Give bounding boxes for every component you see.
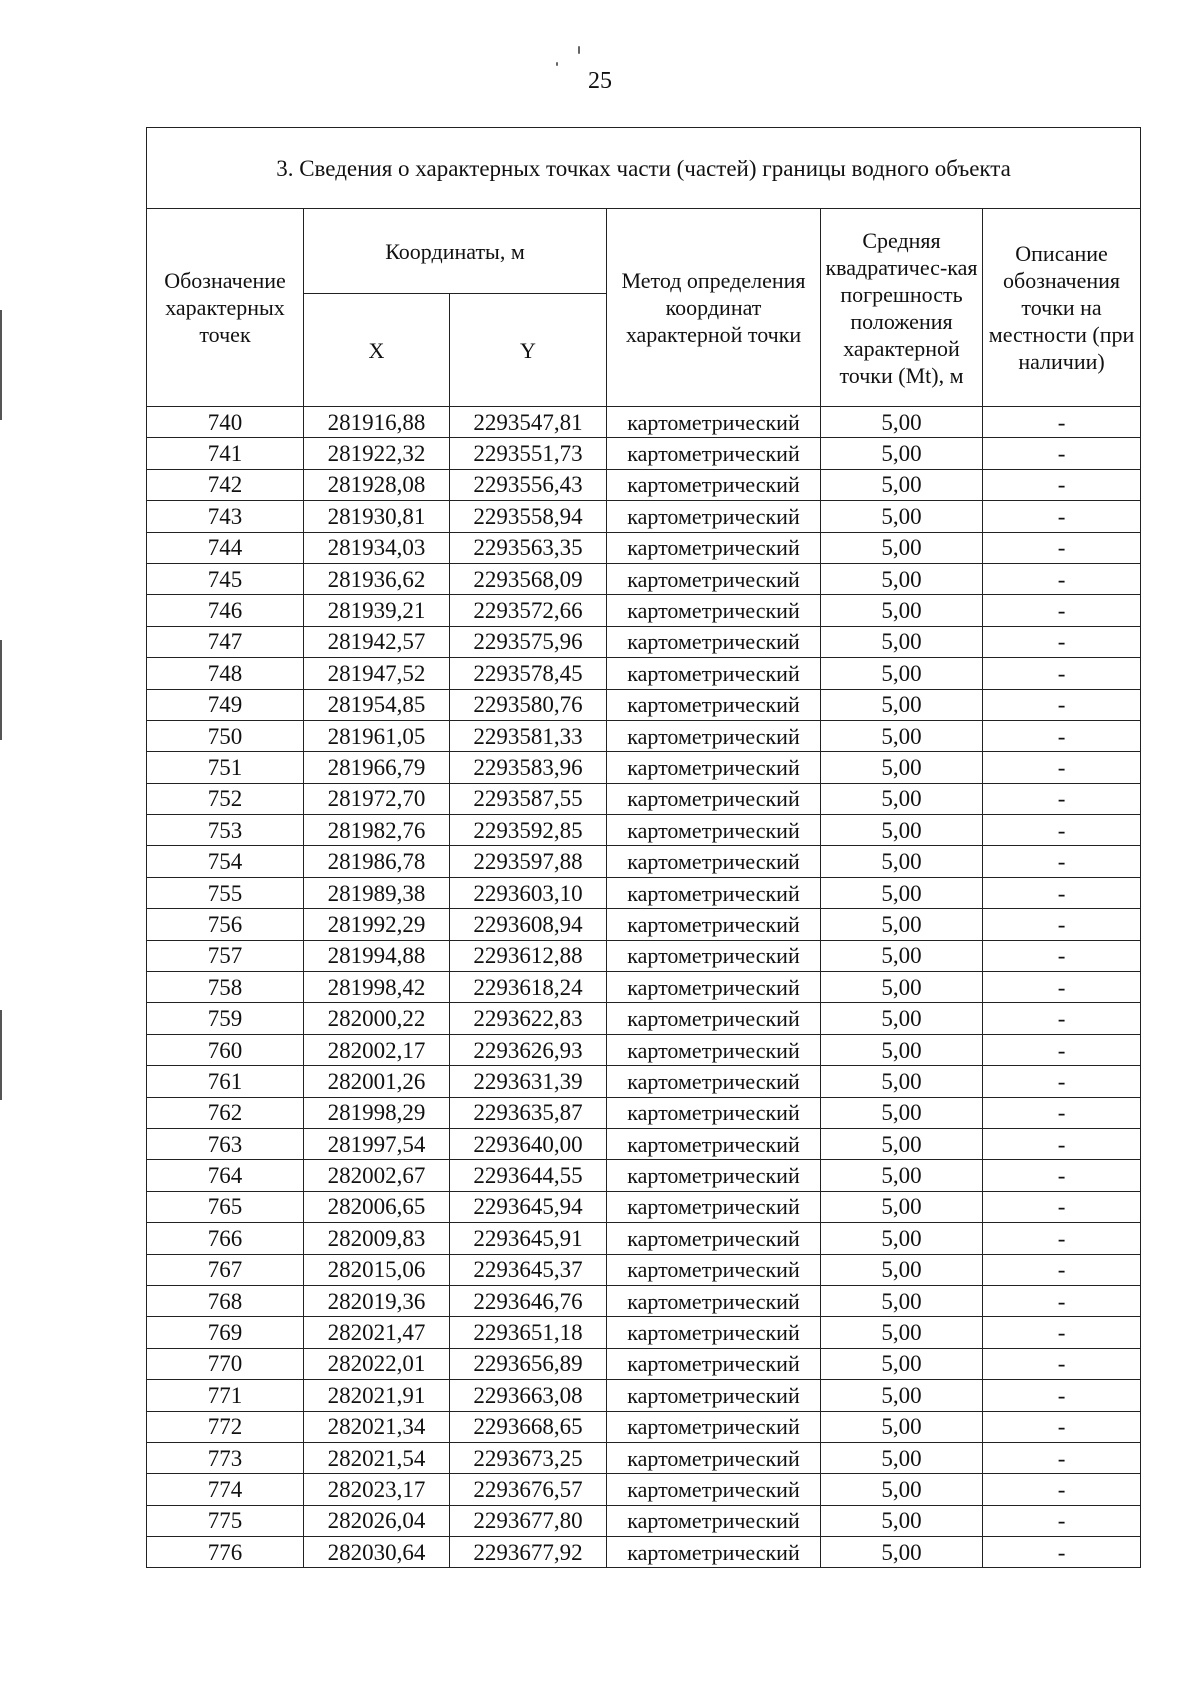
description-cell: - bbox=[983, 469, 1141, 500]
y-coordinate-cell: 2293556,43 bbox=[450, 469, 607, 500]
y-coordinate-cell: 2293608,94 bbox=[450, 909, 607, 940]
y-coordinate-cell: 2293578,45 bbox=[450, 658, 607, 689]
table-row bbox=[147, 1317, 1141, 1348]
y-coordinate-cell: 2293631,39 bbox=[450, 1066, 607, 1097]
point-id-cell: 772 bbox=[147, 1411, 304, 1442]
error-cell: 5,00 bbox=[821, 689, 983, 720]
point-id-cell: 747 bbox=[147, 626, 304, 657]
error-cell: 5,00 bbox=[821, 1537, 983, 1568]
table-row bbox=[147, 815, 1141, 846]
description-cell: - bbox=[983, 1537, 1141, 1568]
error-cell: 5,00 bbox=[821, 1223, 983, 1254]
description-cell: - bbox=[983, 909, 1141, 940]
error-cell: 5,00 bbox=[821, 909, 983, 940]
table-row bbox=[147, 658, 1141, 689]
x-coordinate-cell: 281942,57 bbox=[304, 626, 450, 657]
x-coordinate-cell: 281961,05 bbox=[304, 720, 450, 751]
table-row bbox=[147, 1003, 1141, 1034]
error-cell: 5,00 bbox=[821, 1191, 983, 1222]
y-coordinate-cell: 2293677,92 bbox=[450, 1537, 607, 1568]
method-cell: картометрический bbox=[607, 407, 821, 438]
x-coordinate-cell: 282002,17 bbox=[304, 1034, 450, 1065]
point-id-cell: 775 bbox=[147, 1505, 304, 1536]
method-cell: картометрический bbox=[607, 752, 821, 783]
y-coordinate-cell: 2293645,94 bbox=[450, 1191, 607, 1222]
x-coordinate-cell: 281966,79 bbox=[304, 752, 450, 783]
table-row bbox=[147, 752, 1141, 783]
coordinates-table bbox=[146, 127, 1141, 1568]
header-description: Описание обозначения точки на местности (при наличии) bbox=[983, 209, 1141, 407]
description-cell: - bbox=[983, 877, 1141, 908]
point-id-cell: 764 bbox=[147, 1160, 304, 1191]
y-coordinate-cell: 2293645,37 bbox=[450, 1254, 607, 1285]
point-id-cell: 766 bbox=[147, 1223, 304, 1254]
y-coordinate-cell: 2293581,33 bbox=[450, 720, 607, 751]
description-cell: - bbox=[983, 1348, 1141, 1379]
description-cell: - bbox=[983, 1097, 1141, 1128]
description-cell: - bbox=[983, 1285, 1141, 1316]
x-coordinate-cell: 281997,54 bbox=[304, 1128, 450, 1159]
y-coordinate-cell: 2293618,24 bbox=[450, 972, 607, 1003]
table-row bbox=[147, 563, 1141, 594]
error-cell: 5,00 bbox=[821, 1003, 983, 1034]
description-cell: - bbox=[983, 1003, 1141, 1034]
description-cell: - bbox=[983, 1411, 1141, 1442]
x-coordinate-cell: 281986,78 bbox=[304, 846, 450, 877]
method-cell: картометрический bbox=[607, 720, 821, 751]
y-coordinate-cell: 2293676,57 bbox=[450, 1474, 607, 1505]
description-cell: - bbox=[983, 563, 1141, 594]
y-coordinate-cell: 2293644,55 bbox=[450, 1160, 607, 1191]
y-coordinate-cell: 2293612,88 bbox=[450, 940, 607, 971]
error-cell: 5,00 bbox=[821, 1285, 983, 1316]
x-coordinate-cell: 282021,47 bbox=[304, 1317, 450, 1348]
method-cell: картометрический bbox=[607, 1003, 821, 1034]
x-coordinate-cell: 282001,26 bbox=[304, 1066, 450, 1097]
point-id-cell: 746 bbox=[147, 595, 304, 626]
error-cell: 5,00 bbox=[821, 752, 983, 783]
error-cell: 5,00 bbox=[821, 563, 983, 594]
description-cell: - bbox=[983, 1066, 1141, 1097]
table-row bbox=[147, 1223, 1141, 1254]
y-coordinate-cell: 2293597,88 bbox=[450, 846, 607, 877]
method-cell: картометрический bbox=[607, 1442, 821, 1473]
x-coordinate-cell: 281930,81 bbox=[304, 501, 450, 532]
description-cell: - bbox=[983, 1380, 1141, 1411]
table-row bbox=[147, 595, 1141, 626]
y-coordinate-cell: 2293558,94 bbox=[450, 501, 607, 532]
method-cell: картометрический bbox=[607, 563, 821, 594]
x-coordinate-cell: 281916,88 bbox=[304, 407, 450, 438]
point-id-cell: 770 bbox=[147, 1348, 304, 1379]
table-row bbox=[147, 1537, 1141, 1568]
y-coordinate-cell: 2293580,76 bbox=[450, 689, 607, 720]
table-row bbox=[147, 626, 1141, 657]
table-row bbox=[147, 1348, 1141, 1379]
table-row bbox=[147, 846, 1141, 877]
table-row bbox=[147, 1505, 1141, 1536]
scan-speck bbox=[578, 46, 580, 54]
description-cell: - bbox=[983, 752, 1141, 783]
y-coordinate-cell: 2293592,85 bbox=[450, 815, 607, 846]
y-coordinate-cell: 2293651,18 bbox=[450, 1317, 607, 1348]
y-coordinate-cell: 2293575,96 bbox=[450, 626, 607, 657]
method-cell: картометрический bbox=[607, 1160, 821, 1191]
method-cell: картометрический bbox=[607, 1254, 821, 1285]
table-row bbox=[147, 1411, 1141, 1442]
x-coordinate-cell: 282026,04 bbox=[304, 1505, 450, 1536]
table-row bbox=[147, 1442, 1141, 1473]
table-body bbox=[147, 407, 1141, 1568]
description-cell: - bbox=[983, 532, 1141, 563]
table-row bbox=[147, 689, 1141, 720]
method-cell: картометрический bbox=[607, 1097, 821, 1128]
method-cell: картометрический bbox=[607, 1411, 821, 1442]
point-id-cell: 748 bbox=[147, 658, 304, 689]
point-id-cell: 760 bbox=[147, 1034, 304, 1065]
error-cell: 5,00 bbox=[821, 1442, 983, 1473]
y-coordinate-cell: 2293668,65 bbox=[450, 1411, 607, 1442]
description-cell: - bbox=[983, 407, 1141, 438]
description-cell: - bbox=[983, 438, 1141, 469]
point-id-cell: 753 bbox=[147, 815, 304, 846]
error-cell: 5,00 bbox=[821, 501, 983, 532]
table-row bbox=[147, 940, 1141, 971]
table-row bbox=[147, 1034, 1141, 1065]
point-id-cell: 755 bbox=[147, 877, 304, 908]
error-cell: 5,00 bbox=[821, 532, 983, 563]
method-cell: картометрический bbox=[607, 1474, 821, 1505]
y-coordinate-cell: 2293640,00 bbox=[450, 1128, 607, 1159]
point-id-cell: 743 bbox=[147, 501, 304, 532]
error-cell: 5,00 bbox=[821, 1505, 983, 1536]
description-cell: - bbox=[983, 1254, 1141, 1285]
description-cell: - bbox=[983, 1034, 1141, 1065]
page-number: 25 bbox=[588, 68, 612, 94]
x-coordinate-cell: 281982,76 bbox=[304, 815, 450, 846]
method-cell: картометрический bbox=[607, 846, 821, 877]
table-row bbox=[147, 438, 1141, 469]
error-cell: 5,00 bbox=[821, 1411, 983, 1442]
x-coordinate-cell: 282021,54 bbox=[304, 1442, 450, 1473]
x-coordinate-cell: 281928,08 bbox=[304, 469, 450, 500]
x-coordinate-cell: 281998,29 bbox=[304, 1097, 450, 1128]
table-row bbox=[147, 469, 1141, 500]
point-id-cell: 763 bbox=[147, 1128, 304, 1159]
x-coordinate-cell: 281972,70 bbox=[304, 783, 450, 814]
error-cell: 5,00 bbox=[821, 1160, 983, 1191]
error-cell: 5,00 bbox=[821, 972, 983, 1003]
error-cell: 5,00 bbox=[821, 1348, 983, 1379]
description-cell: - bbox=[983, 1442, 1141, 1473]
point-id-cell: 762 bbox=[147, 1097, 304, 1128]
method-cell: картометрический bbox=[607, 532, 821, 563]
x-coordinate-cell: 282000,22 bbox=[304, 1003, 450, 1034]
method-cell: картометрический bbox=[607, 626, 821, 657]
y-coordinate-cell: 2293635,87 bbox=[450, 1097, 607, 1128]
scan-edge-mark bbox=[0, 1010, 2, 1100]
description-cell: - bbox=[983, 783, 1141, 814]
method-cell: картометрический bbox=[607, 940, 821, 971]
error-cell: 5,00 bbox=[821, 877, 983, 908]
method-cell: картометрический bbox=[607, 438, 821, 469]
method-cell: картометрический bbox=[607, 595, 821, 626]
point-id-cell: 750 bbox=[147, 720, 304, 751]
table-row bbox=[147, 1380, 1141, 1411]
method-cell: картометрический bbox=[607, 909, 821, 940]
table-row bbox=[147, 407, 1141, 438]
description-cell: - bbox=[983, 595, 1141, 626]
point-id-cell: 761 bbox=[147, 1066, 304, 1097]
point-id-cell: 754 bbox=[147, 846, 304, 877]
point-id-cell: 759 bbox=[147, 1003, 304, 1034]
error-cell: 5,00 bbox=[821, 1317, 983, 1348]
error-cell: 5,00 bbox=[821, 783, 983, 814]
description-cell: - bbox=[983, 1474, 1141, 1505]
description-cell: - bbox=[983, 1128, 1141, 1159]
point-id-cell: 776 bbox=[147, 1537, 304, 1568]
table-row bbox=[147, 532, 1141, 563]
x-coordinate-cell: 282002,67 bbox=[304, 1160, 450, 1191]
method-cell: картометрический bbox=[607, 1223, 821, 1254]
method-cell: картометрический bbox=[607, 658, 821, 689]
error-cell: 5,00 bbox=[821, 720, 983, 751]
header-y: Y bbox=[450, 294, 607, 407]
scan-edge-mark bbox=[0, 640, 2, 740]
x-coordinate-cell: 281934,03 bbox=[304, 532, 450, 563]
error-cell: 5,00 bbox=[821, 469, 983, 500]
table-row bbox=[147, 1160, 1141, 1191]
description-cell: - bbox=[983, 1317, 1141, 1348]
point-id-cell: 756 bbox=[147, 909, 304, 940]
x-coordinate-cell: 281998,42 bbox=[304, 972, 450, 1003]
error-cell: 5,00 bbox=[821, 658, 983, 689]
x-coordinate-cell: 282009,83 bbox=[304, 1223, 450, 1254]
description-cell: - bbox=[983, 972, 1141, 1003]
method-cell: картометрический bbox=[607, 877, 821, 908]
x-coordinate-cell: 282015,06 bbox=[304, 1254, 450, 1285]
y-coordinate-cell: 2293603,10 bbox=[450, 877, 607, 908]
method-cell: картометрический bbox=[607, 1380, 821, 1411]
x-coordinate-cell: 281939,21 bbox=[304, 595, 450, 626]
scan-edge-mark bbox=[0, 310, 2, 420]
error-cell: 5,00 bbox=[821, 1128, 983, 1159]
error-cell: 5,00 bbox=[821, 1097, 983, 1128]
point-id-cell: 749 bbox=[147, 689, 304, 720]
error-cell: 5,00 bbox=[821, 1066, 983, 1097]
y-coordinate-cell: 2293587,55 bbox=[450, 783, 607, 814]
point-id-cell: 745 bbox=[147, 563, 304, 594]
y-coordinate-cell: 2293572,66 bbox=[450, 595, 607, 626]
table-row bbox=[147, 720, 1141, 751]
error-cell: 5,00 bbox=[821, 595, 983, 626]
point-id-cell: 744 bbox=[147, 532, 304, 563]
method-cell: картометрический bbox=[607, 815, 821, 846]
y-coordinate-cell: 2293551,73 bbox=[450, 438, 607, 469]
x-coordinate-cell: 281922,32 bbox=[304, 438, 450, 469]
error-cell: 5,00 bbox=[821, 407, 983, 438]
error-cell: 5,00 bbox=[821, 1034, 983, 1065]
table-row bbox=[147, 877, 1141, 908]
x-coordinate-cell: 282006,65 bbox=[304, 1191, 450, 1222]
error-cell: 5,00 bbox=[821, 846, 983, 877]
table-row bbox=[147, 783, 1141, 814]
header-x: X bbox=[304, 294, 450, 407]
description-cell: - bbox=[983, 1191, 1141, 1222]
description-cell: - bbox=[983, 1505, 1141, 1536]
point-id-cell: 741 bbox=[147, 438, 304, 469]
error-cell: 5,00 bbox=[821, 1254, 983, 1285]
y-coordinate-cell: 2293626,93 bbox=[450, 1034, 607, 1065]
y-coordinate-cell: 2293663,08 bbox=[450, 1380, 607, 1411]
table-row bbox=[147, 909, 1141, 940]
method-cell: картометрический bbox=[607, 1128, 821, 1159]
table-row bbox=[147, 972, 1141, 1003]
point-id-cell: 757 bbox=[147, 940, 304, 971]
description-cell: - bbox=[983, 689, 1141, 720]
x-coordinate-cell: 281947,52 bbox=[304, 658, 450, 689]
error-cell: 5,00 bbox=[821, 438, 983, 469]
point-id-cell: 742 bbox=[147, 469, 304, 500]
method-cell: картометрический bbox=[607, 1034, 821, 1065]
method-cell: картометрический bbox=[607, 501, 821, 532]
point-id-cell: 752 bbox=[147, 783, 304, 814]
x-coordinate-cell: 282021,91 bbox=[304, 1380, 450, 1411]
error-cell: 5,00 bbox=[821, 815, 983, 846]
table-row bbox=[147, 1097, 1141, 1128]
x-coordinate-cell: 281936,62 bbox=[304, 563, 450, 594]
point-id-cell: 758 bbox=[147, 972, 304, 1003]
method-cell: картометрический bbox=[607, 972, 821, 1003]
method-cell: картометрический bbox=[607, 783, 821, 814]
point-id-cell: 771 bbox=[147, 1380, 304, 1411]
x-coordinate-cell: 281992,29 bbox=[304, 909, 450, 940]
method-cell: картометрический bbox=[607, 1348, 821, 1379]
error-cell: 5,00 bbox=[821, 940, 983, 971]
table-row bbox=[147, 1285, 1141, 1316]
y-coordinate-cell: 2293622,83 bbox=[450, 1003, 607, 1034]
header-coordinates: Координаты, м bbox=[304, 209, 607, 294]
x-coordinate-cell: 281994,88 bbox=[304, 940, 450, 971]
method-cell: картометрический bbox=[607, 1285, 821, 1316]
method-cell: картометрический bbox=[607, 1066, 821, 1097]
table-row bbox=[147, 1066, 1141, 1097]
description-cell: - bbox=[983, 846, 1141, 877]
x-coordinate-cell: 281989,38 bbox=[304, 877, 450, 908]
point-id-cell: 751 bbox=[147, 752, 304, 783]
y-coordinate-cell: 2293568,09 bbox=[450, 563, 607, 594]
method-cell: картометрический bbox=[607, 1191, 821, 1222]
point-id-cell: 765 bbox=[147, 1191, 304, 1222]
header-method: Метод определения координат характерной точки bbox=[607, 209, 821, 407]
y-coordinate-cell: 2293645,91 bbox=[450, 1223, 607, 1254]
point-id-cell: 767 bbox=[147, 1254, 304, 1285]
table-row bbox=[147, 1128, 1141, 1159]
x-coordinate-cell: 282030,64 bbox=[304, 1537, 450, 1568]
y-coordinate-cell: 2293563,35 bbox=[450, 532, 607, 563]
x-coordinate-cell: 282023,17 bbox=[304, 1474, 450, 1505]
method-cell: картометрический bbox=[607, 1505, 821, 1536]
table-row bbox=[147, 1191, 1141, 1222]
method-cell: картометрический bbox=[607, 1317, 821, 1348]
table-row bbox=[147, 501, 1141, 532]
x-coordinate-cell: 281954,85 bbox=[304, 689, 450, 720]
error-cell: 5,00 bbox=[821, 1380, 983, 1411]
y-coordinate-cell: 2293656,89 bbox=[450, 1348, 607, 1379]
description-cell: - bbox=[983, 626, 1141, 657]
scan-speck bbox=[556, 62, 558, 66]
error-cell: 5,00 bbox=[821, 626, 983, 657]
x-coordinate-cell: 282021,34 bbox=[304, 1411, 450, 1442]
description-cell: - bbox=[983, 815, 1141, 846]
description-cell: - bbox=[983, 1160, 1141, 1191]
y-coordinate-cell: 2293677,80 bbox=[450, 1505, 607, 1536]
method-cell: картометрический bbox=[607, 1537, 821, 1568]
y-coordinate-cell: 2293646,76 bbox=[450, 1285, 607, 1316]
point-id-cell: 740 bbox=[147, 407, 304, 438]
header-point-designation: Обозначение характерных точек bbox=[147, 209, 304, 407]
method-cell: картометрический bbox=[607, 689, 821, 720]
description-cell: - bbox=[983, 1223, 1141, 1254]
point-id-cell: 773 bbox=[147, 1442, 304, 1473]
point-id-cell: 769 bbox=[147, 1317, 304, 1348]
description-cell: - bbox=[983, 940, 1141, 971]
header-error: Средняя квадратичес-кая погрешность положения характерной точки (Mt), м bbox=[821, 209, 983, 407]
method-cell: картометрический bbox=[607, 469, 821, 500]
section-title: 3. Сведения о характерных точках части (частей) границы водного объекта bbox=[147, 128, 1141, 209]
x-coordinate-cell: 282022,01 bbox=[304, 1348, 450, 1379]
y-coordinate-cell: 2293673,25 bbox=[450, 1442, 607, 1473]
point-id-cell: 768 bbox=[147, 1285, 304, 1316]
x-coordinate-cell: 282019,36 bbox=[304, 1285, 450, 1316]
description-cell: - bbox=[983, 658, 1141, 689]
table-row bbox=[147, 1474, 1141, 1505]
description-cell: - bbox=[983, 720, 1141, 751]
table-row bbox=[147, 1254, 1141, 1285]
y-coordinate-cell: 2293547,81 bbox=[450, 407, 607, 438]
y-coordinate-cell: 2293583,96 bbox=[450, 752, 607, 783]
point-id-cell: 774 bbox=[147, 1474, 304, 1505]
error-cell: 5,00 bbox=[821, 1474, 983, 1505]
description-cell: - bbox=[983, 501, 1141, 532]
